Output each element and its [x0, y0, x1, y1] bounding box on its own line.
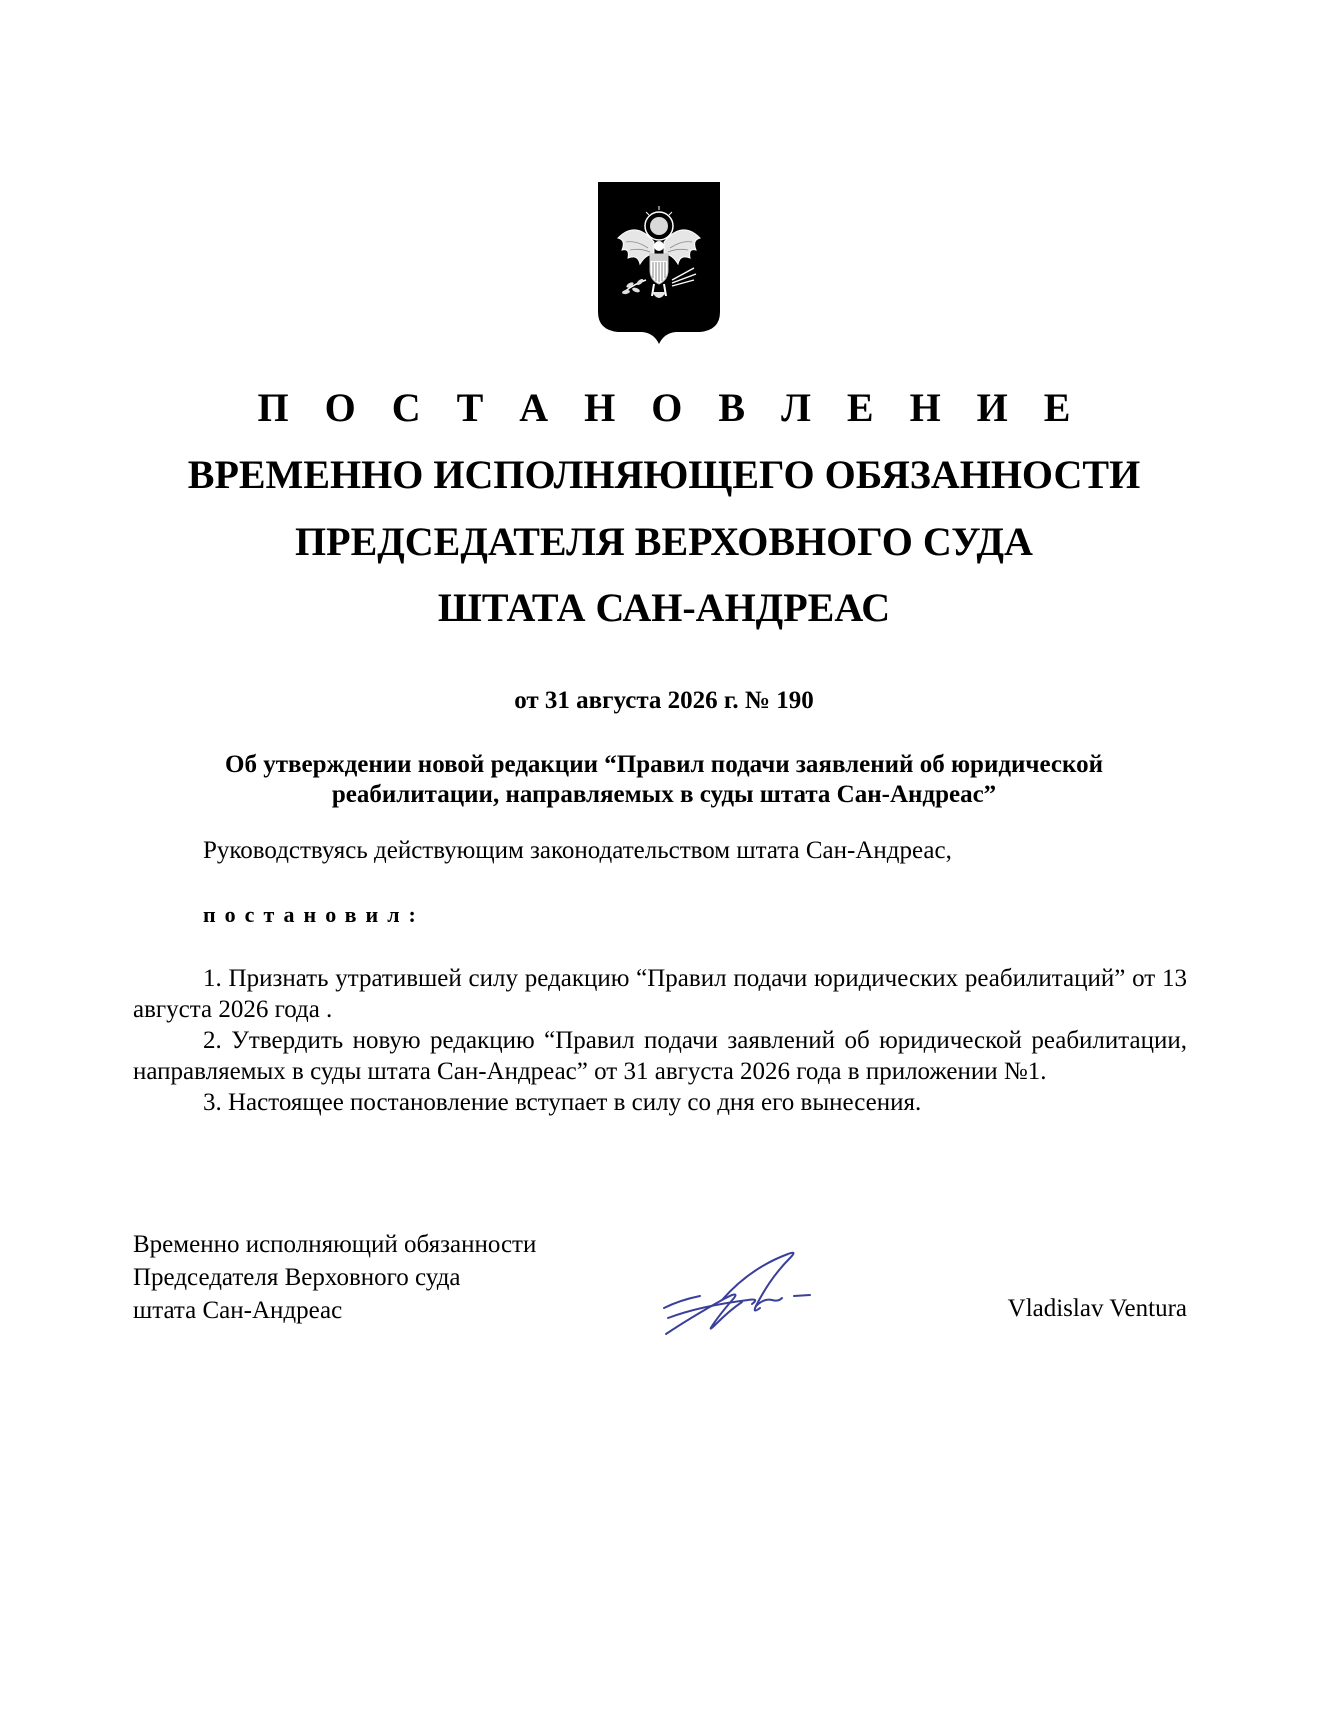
document-subject	[0, 750, 1328, 810]
position-line-2: Председателя Верховного суда	[133, 1264, 461, 1291]
resolution-item-1: 1. Признать утратившей силу редакцию “Правил подачи юридических реабилитаций” от 13 августа 2026 года .	[133, 965, 1187, 1023]
resolved-heading: постановил:	[203, 902, 425, 927]
resolution-item-2: 2. Утвердить новую редакцию “Правил подачи заявлений об юридической реабилитации, направляемых в суды штата Сан-Андреас” от 31 августа 2026 года в приложении №1.	[133, 1027, 1187, 1085]
resolution-item-3: 3. Настоящее постановление вступает в силу со дня его вынесения.	[203, 1089, 922, 1116]
document-title: П О С Т А Н О В Л Е Н И Е	[257, 385, 1084, 430]
eagle-coat-of-arms-icon	[596, 180, 722, 346]
position-line-1: Временно исполняющий обязанности	[133, 1231, 537, 1258]
handwritten-signature	[660, 1248, 830, 1348]
issuer-line-1: ВРЕМЕННО ИСПОЛНЯЮЩЕГО ОБЯЗАННОСТИ	[187, 452, 1141, 497]
subject-line-2: реабилитации, направляемых в суды штата Сан-Андреас”	[331, 781, 997, 808]
preamble-text: Руководствуясь действующим законодательством штата Сан-Андреас,	[203, 837, 952, 864]
issuer-line-3: ШТАТА САН-АНДРЕАС	[437, 585, 891, 630]
resolution-items	[133, 963, 1187, 1118]
signer-name: Vladislav Ventura	[1007, 1295, 1187, 1322]
issuer-line-2: ПРЕДСЕДАТЕЛЯ ВЕРХОВНОГО СУДА	[295, 519, 1033, 564]
document-date-number: от 31 августа 2026 г. № 190	[514, 687, 814, 714]
position-line-3: штата Сан-Андреас	[133, 1297, 343, 1324]
signature-icon	[660, 1248, 830, 1348]
signatory-position	[133, 1228, 536, 1327]
subject-line-1: Об утверждении новой редакции “Правил подачи заявлений об юридической	[225, 751, 1103, 778]
coat-of-arms-emblem	[596, 180, 722, 346]
